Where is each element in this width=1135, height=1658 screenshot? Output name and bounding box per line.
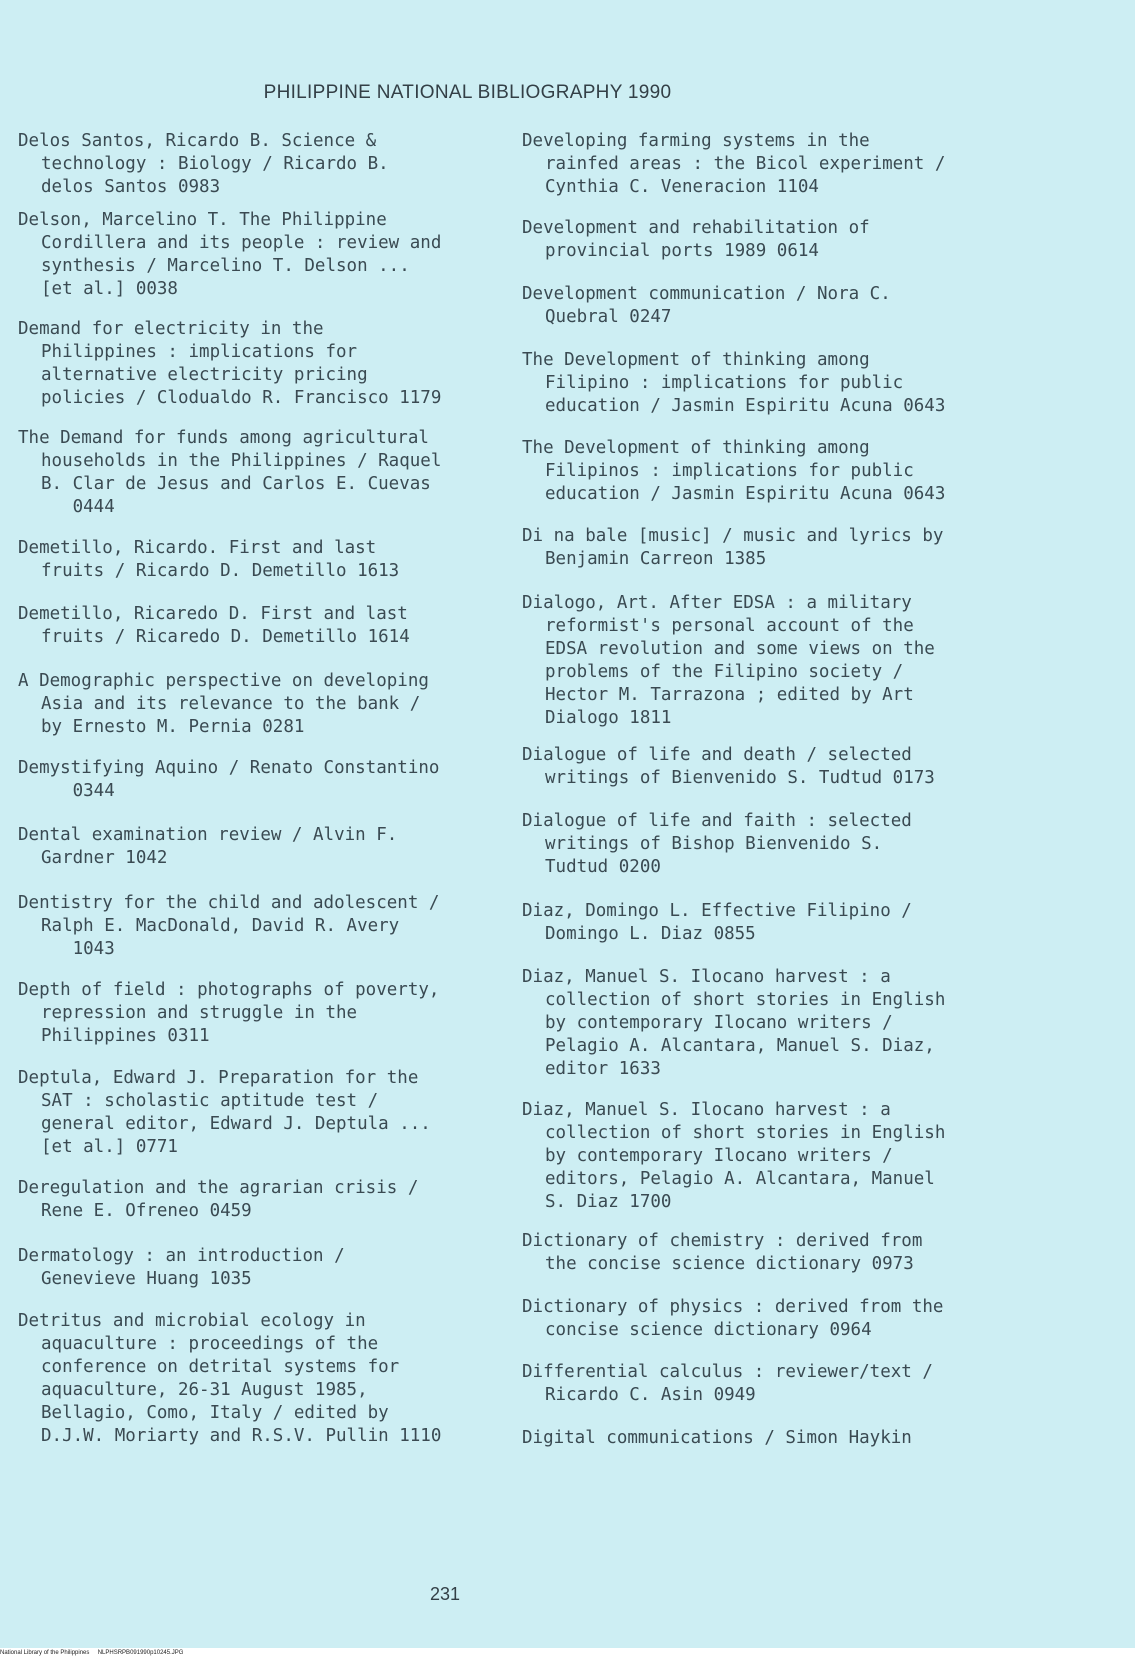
bibliography-entry xyxy=(18,1177,488,1223)
bibliography-entry xyxy=(18,209,488,301)
entry-line: Dental examination review / Alvin F. xyxy=(18,825,398,845)
entry-line: Detritus and microbial ecology in xyxy=(18,1311,366,1331)
entry-line: Philippines : implications for xyxy=(41,342,358,362)
entry-line: Dentistry for the child and adolescent / xyxy=(18,893,440,913)
entry-line: SAT : scholastic aptitude test / xyxy=(41,1091,379,1111)
bibliography-entry xyxy=(18,537,488,583)
entry-line: fruits / Ricaredo D. Demetillo 1614 xyxy=(41,627,410,647)
entry-line: Dialogo 1811 xyxy=(545,708,672,728)
bibliography-entry xyxy=(522,592,992,730)
entry-line: EDSA revolution and some views on the xyxy=(545,639,935,659)
entry-line: D.J.W. Moriarty and R.S.V. Pullin 1110 xyxy=(41,1426,442,1446)
entry-line: Demetillo, Ricaredo D. First and last xyxy=(18,604,408,624)
bibliography-entry xyxy=(18,824,488,870)
entry-line: Delos Santos, Ricardo B. Science & xyxy=(18,131,377,151)
entry-line: Dialogue of life and faith : selected xyxy=(522,811,912,831)
bibliography-entry xyxy=(18,670,488,739)
entry-line: Di na bale [music] / music and lyrics by xyxy=(522,526,944,546)
page-header: PHILIPPINE NATIONAL BIBLIOGRAPHY 1990 xyxy=(263,82,672,103)
bibliography-entry xyxy=(522,437,992,506)
bibliography-entry xyxy=(18,979,488,1048)
entry-line: Depth of field : photographs of poverty, xyxy=(18,980,440,1000)
entry-line: alternative electricity pricing xyxy=(41,365,368,385)
entry-line: Developing farming systems in the xyxy=(522,131,870,151)
bibliography-entry xyxy=(18,603,488,649)
entry-line: writings of Bienvenido S. Tudtud 0173 xyxy=(545,768,935,788)
entry-line: policies / Clodualdo R. Francisco 1179 xyxy=(41,388,442,408)
entry-line: aquaculture : proceedings of the xyxy=(41,1334,379,1354)
entry-line: The Development of thinking among xyxy=(522,438,870,458)
bibliography-entry xyxy=(522,1427,992,1450)
entry-line: The Development of thinking among xyxy=(522,350,870,370)
bibliography-entry xyxy=(522,810,992,879)
entry-line: Rene E. Ofreneo 0459 xyxy=(41,1201,252,1221)
entry-line: Filipino : implications for public xyxy=(545,373,904,393)
bibliography-entry xyxy=(18,318,488,410)
entry-line: Diaz, Manuel S. Ilocano harvest : a xyxy=(522,1100,891,1120)
entry-line: Differential calculus : reviewer/text / xyxy=(522,1362,933,1382)
bibliography-entry xyxy=(522,966,992,1081)
entry-line: Demand for electricity in the xyxy=(18,319,324,339)
entry-line: Asia and its relevance to the bank / xyxy=(41,694,421,714)
entry-line: Deregulation and the agrarian crisis / xyxy=(18,1178,419,1198)
entry-line: Genevieve Huang 1035 xyxy=(41,1269,252,1289)
scan-footer: National Library of the Philippines NLPHSRPB091990p10245.JPG xyxy=(0,1648,1135,1658)
entry-line: B. Clar de Jesus and Carlos E. Cuevas xyxy=(41,474,431,494)
entry-line: Ralph E. MacDonald, David R. Avery xyxy=(41,916,400,936)
entry-line: Ricardo C. Asin 0949 xyxy=(545,1385,756,1405)
entry-line: Quebral 0247 xyxy=(545,307,672,327)
entry-line: 1043 xyxy=(41,939,115,959)
bibliography-entry xyxy=(18,1310,488,1448)
entry-line: Development and rehabilitation of xyxy=(522,218,870,238)
entry-line: 0344 xyxy=(41,781,115,801)
entry-line: Dialogo, Art. After EDSA : a military xyxy=(522,593,912,613)
entry-line: collection of short stories in English xyxy=(545,1123,946,1143)
entry-line: rainfed areas : the Bicol experiment / xyxy=(545,154,946,174)
entry-line: A Demographic perspective on developing xyxy=(18,671,429,691)
entry-line: Benjamin Carreon 1385 xyxy=(545,549,767,569)
entry-line: Philippines 0311 xyxy=(41,1026,210,1046)
entry-line: synthesis / Marcelino T. Delson ... xyxy=(41,256,410,276)
entry-line: 0444 xyxy=(41,497,115,517)
entry-line: Development communication / Nora C. xyxy=(522,284,891,304)
entry-line: editor 1633 xyxy=(545,1059,661,1079)
entry-line: Cynthia C. Veneracion 1104 xyxy=(545,177,819,197)
entry-line: conference on detrital systems for xyxy=(41,1357,400,1377)
bibliography-entry xyxy=(522,1099,992,1214)
entry-line: by contemporary Ilocano writers / xyxy=(545,1146,893,1166)
entry-line: Cordillera and its people : review and xyxy=(41,233,442,253)
entry-line: education / Jasmin Espiritu Acuna 0643 xyxy=(545,396,946,416)
entry-line: Pelagio A. Alcantara, Manuel S. Diaz, xyxy=(545,1036,935,1056)
entry-line: Digital communications / Simon Haykin xyxy=(522,1428,912,1448)
bibliography-entry xyxy=(522,283,992,329)
entry-line: delos Santos 0983 xyxy=(41,177,221,197)
entry-line: reformist's personal account of the xyxy=(545,616,914,636)
entry-line: Delson, Marcelino T. The Philippine xyxy=(18,210,387,230)
entry-line: Diaz, Manuel S. Ilocano harvest : a xyxy=(522,967,891,987)
entry-line: Demetillo, Ricardo. First and last xyxy=(18,538,377,558)
entry-line: Dialogue of life and death / selected xyxy=(522,745,912,765)
bibliography-entry xyxy=(522,1361,992,1407)
page-number: 231 xyxy=(430,1584,461,1604)
entry-line: households in the Philippines / Raquel xyxy=(41,451,442,471)
entry-line: The Demand for funds among agricultural xyxy=(18,428,429,448)
bibliography-entry xyxy=(522,900,992,946)
entry-line: general editor, Edward J. Deptula ... xyxy=(41,1114,431,1134)
bibliography-entry xyxy=(18,130,488,199)
bibliography-entry xyxy=(522,130,992,199)
bibliography-entry xyxy=(18,1067,488,1159)
entry-line: Gardner 1042 xyxy=(41,848,168,868)
entry-line: problems of the Filipino society / xyxy=(545,662,904,682)
entry-line: the concise science dictionary 0973 xyxy=(545,1254,914,1274)
bibliography-entry xyxy=(522,1296,992,1342)
bibliography-entry xyxy=(18,427,488,519)
entry-line: Demystifying Aquino / Renato Constantino xyxy=(18,758,440,778)
entry-line: concise science dictionary 0964 xyxy=(545,1320,872,1340)
entry-line: [et al.] 0771 xyxy=(41,1137,178,1157)
entry-line: Domingo L. Diaz 0855 xyxy=(545,924,756,944)
entry-line: repression and struggle in the xyxy=(41,1003,358,1023)
entry-line: provincial ports 1989 0614 xyxy=(545,241,819,261)
entry-line: by Ernesto M. Pernia 0281 xyxy=(41,717,305,737)
bibliography-entry xyxy=(522,217,992,263)
entry-line: [et al.] 0038 xyxy=(41,279,178,299)
entry-line: Dictionary of physics : derived from the xyxy=(522,1297,944,1317)
entry-line: collection of short stories in English xyxy=(545,990,946,1010)
bibliography-entry xyxy=(522,744,992,790)
entry-line: Filipinos : implications for public xyxy=(545,461,914,481)
entry-line: Tudtud 0200 xyxy=(545,857,661,877)
entry-line: aquaculture, 26-31 August 1985, xyxy=(41,1380,368,1400)
entry-line: Bellagio, Como, Italy / edited by xyxy=(41,1403,389,1423)
entry-line: editors, Pelagio A. Alcantara, Manuel xyxy=(545,1169,935,1189)
bibliography-entry xyxy=(522,1230,992,1276)
bibliography-entry xyxy=(18,892,488,961)
bibliography-entry xyxy=(18,1245,488,1291)
entry-line: by contemporary Ilocano writers / xyxy=(545,1013,893,1033)
entry-line: fruits / Ricardo D. Demetillo 1613 xyxy=(41,561,400,581)
entry-line: Hector M. Tarrazona ; edited by Art xyxy=(545,685,914,705)
entry-line: writings of Bishop Bienvenido S. xyxy=(545,834,883,854)
entry-line: S. Diaz 1700 xyxy=(545,1192,672,1212)
bibliography-entry xyxy=(522,349,992,418)
entry-line: technology : Biology / Ricardo B. xyxy=(41,154,389,174)
entry-line: Deptula, Edward J. Preparation for the xyxy=(18,1068,419,1088)
entry-line: Dermatology : an introduction / xyxy=(18,1246,345,1266)
entry-line: Diaz, Domingo L. Effective Filipino / xyxy=(522,901,912,921)
entry-line: Dictionary of chemistry : derived from xyxy=(522,1231,923,1251)
bibliography-entry xyxy=(522,525,992,571)
bibliography-entry xyxy=(18,757,488,803)
entry-line: education / Jasmin Espiritu Acuna 0643 xyxy=(545,484,946,504)
